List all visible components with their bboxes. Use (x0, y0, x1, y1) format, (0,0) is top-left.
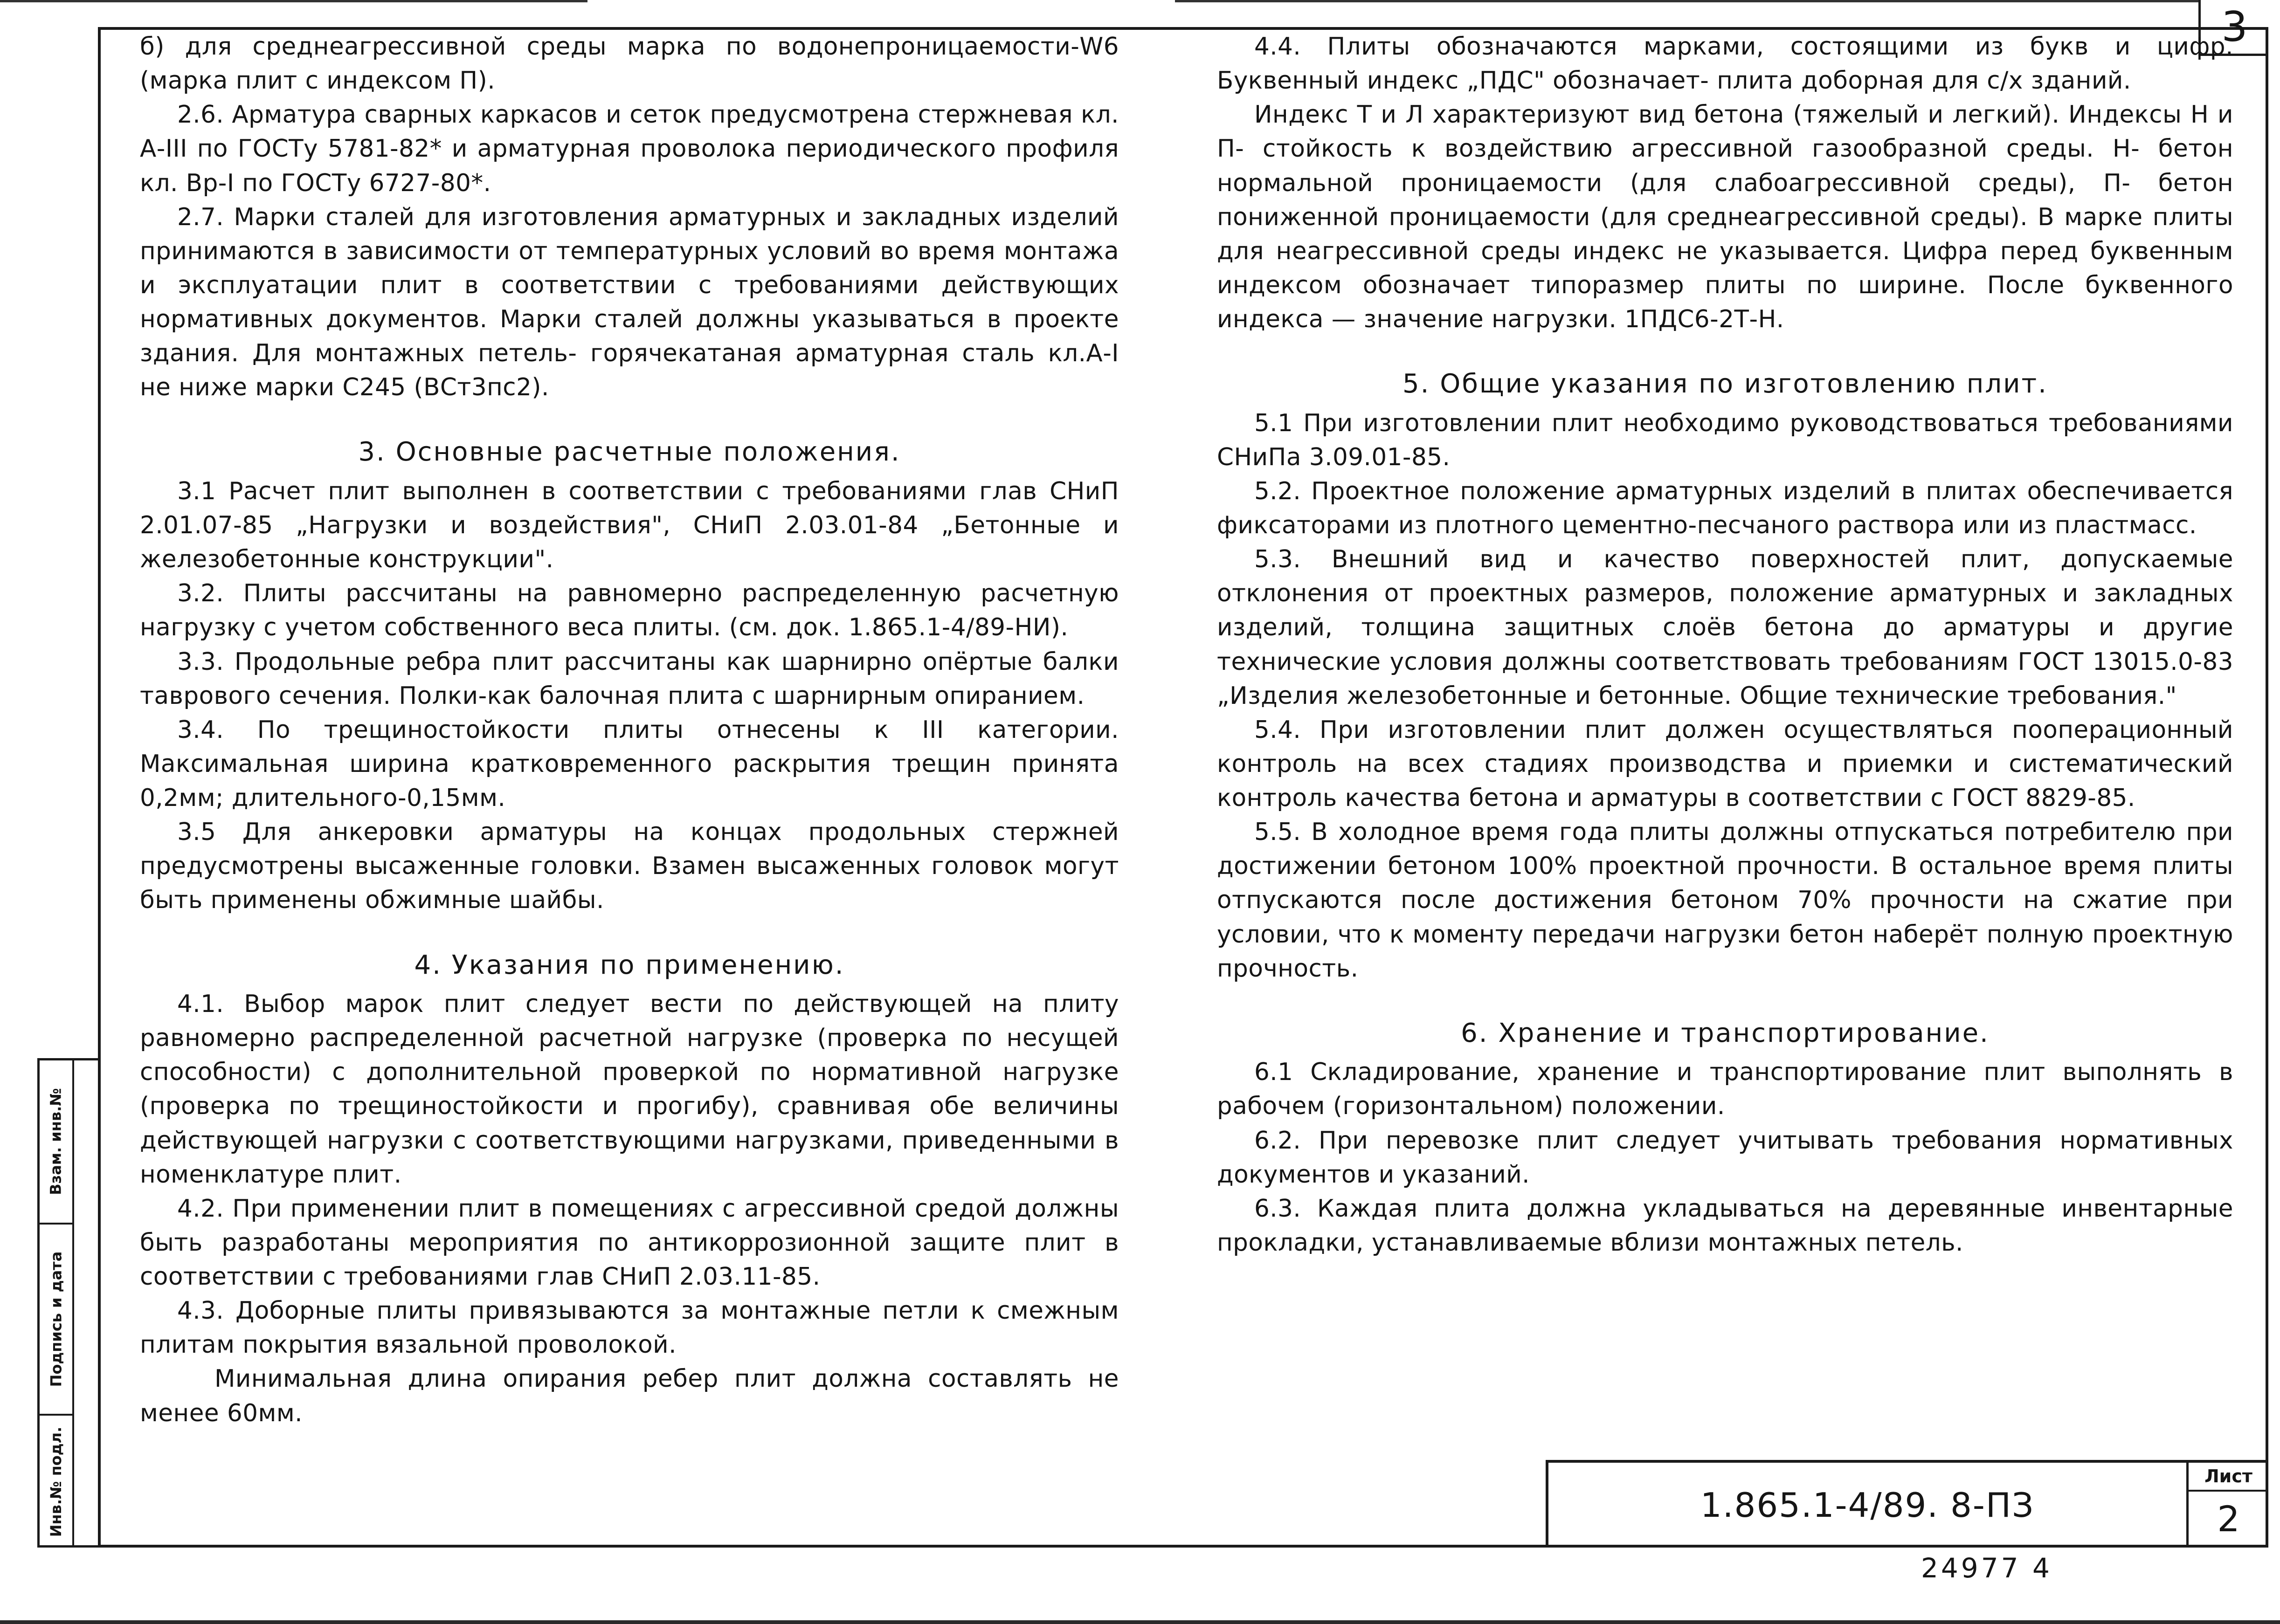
paragraph-4-3b: Минимальная длина опирания ребер плит должна составлять не менее 60мм. (140, 1365, 1119, 1427)
left-column (140, 30, 1119, 1431)
paragraph-4-1: 4.1. Выбор марок плит следует вести по действующей на плиту равномерно распределенной расчетной нагрузке (проверка по несущей способности) с дополнительной проверкой по нормативной нагрузке (проверка по трещиностойкости и прогибу), сравнивая обе величины действующей нагрузки с соответствующими нагрузками, приведенными в номенклатуре плит. (140, 990, 1119, 1189)
paragraph-4-2: 4.2. При применении плит в помещениях с агрессивной средой должны быть разработаны мероприятия по антикоррозионной защите плит в соответствии с требованиями глав СНиП 2.03.11-85. (140, 1194, 1119, 1291)
paragraph-6-1: 6.1 Складирование, хранение и транспортирование плит выполнять в рабочем (горизонтальном) положении. (1217, 1058, 2233, 1121)
paragraph-2-5b: б) для среднеагрессивной среды марка по водонепроницаемости-W6 (марка плит с индексом П). (140, 33, 1119, 95)
title-block (1546, 1460, 2268, 1548)
sheet-box (2186, 1463, 2268, 1548)
paragraph-5-2: 5.2. Проектное положение арматурных изделий в плитах обеспечивается фиксаторами из плотного цементно-песчаного раствора или из пластмасс. (1217, 477, 2233, 540)
paragraph-4-4: 4.4. Плиты обозначаются марками, состоящими из букв и цифр. Буквенный индекс „ПДС" обозначает- плита доборная для с/х зданий. (1217, 33, 2233, 95)
paragraph-6-2: 6.2. При перевозке плит следует учитывать требования нормативных документов и указаний. (1217, 1126, 2233, 1189)
paragraph-5-5: 5.5. В холодное время года плиты должны отпускаться потребителю при достижении бетоном 100% проектной прочности. В остальное время плиты отпускаются после достижения бетоном 70% прочности на сжатие при условии, что к моменту передачи нагрузки бетон наберёт полную проектную прочность. (1217, 818, 2233, 983)
paragraph-3-5: 3.5 Для анкеровки арматуры на концах продольных стержней предусмотрены высаженные головки. Взамен высаженных головок могут быть применены обжимные шайбы. (140, 818, 1119, 915)
paragraph-4-3: 4.3. Доборные плиты привязываются за монтажные петли к смежным плитам покрытия вязальной проволокой. (140, 1297, 1119, 1359)
paragraph-3-2: 3.2. Плиты рассчитаны на равномерно распределенную расчетную нагрузку с учетом собственного веса плиты. (см. док. 1.865.1-4/89-НИ). (140, 579, 1119, 642)
sheet-label: Лист (2189, 1463, 2268, 1492)
corner-number: 3 (2198, 0, 2268, 56)
side-stamp-podpis-data: Подпись и дата (40, 1225, 72, 1416)
side-stamp-vzam-inv: Взам. инв.№ (40, 1060, 72, 1225)
paragraph-2-6: 2.6. Арматура сварных каркасов и сеток предусмотрена стержневая кл. А-III по ГОСТу 5781-82* и арматурная проволока периодического профиля кл. Вр-I по ГОСТу 6727-80*. (140, 101, 1119, 197)
paragraph-2-7: 2.7. Марки сталей для изготовления арматурных и закладных изделий принимаются в зависимости от температурных условий во время монтажа и эксплуатации плит в соответствии с требованиями действующих нормативных документов. Марки сталей должны указываться в проекте здания. Для монтажных петель- горячекатаная арматурная сталь кл.А-I не ниже марки С245 (ВСт3пс2). (140, 203, 1119, 402)
paragraph-4-4b: Индекс Т и Л характеризуют вид бетона (тяжелый и легкий). Индексы Н и П- стойкость к воздействию агрессивной газообразной среды. Н- бетон нормальной проницаемости (для слабоагрессивной среды), П- бетон пониженной проницаемости (для среднеагрессивной среды). В марке плиты для неагрессивной среды индекс не указывается. Цифра перед буквенным индексом обозначает типоразмер плиты по ширине. После буквенного индекса — значение нагрузки. 1ПДС6-2Т-Н. (1217, 101, 2233, 333)
right-column (1217, 30, 2233, 1260)
paragraph-3-3: 3.3. Продольные ребра плит рассчитаны как шарнирно опёртые балки таврового сечения. Полки-как балочная плита с шарнирным опиранием. (140, 647, 1119, 710)
paragraph-5-1: 5.1 При изготовлении плит необходимо руководствоваться требованиями СНиПа 3.09.01-85. (1217, 409, 2233, 471)
sheet-number: 2 (2217, 1498, 2240, 1540)
paragraph-5-3: 5.3. Внешний вид и качество поверхностей плит, допускаемые отклонения от проектных размеров, положение арматурных и закладных изделий, толщина защитных слоёв бетона до арматуры и другие технические условия должны соответствовать требованиям ГОСТ 13015.0-83 „Изделия железобетонные и бетонные. Общие технические требования." (1217, 545, 2233, 710)
bottom-edge-line (0, 1620, 2280, 1624)
side-stamp (37, 1058, 101, 1548)
side-stamp-inv-podl: Инв.№ подл. (47, 1426, 65, 1537)
section-heading-6: 6. Хранение и транспортирование. (1461, 1018, 1990, 1048)
paragraph-5-4: 5.4. При изготовлении плит должен осуществляться пооперационный контроль на всех стадиях производства и приемки и систематический контроль качества бетона и арматуры в соответствии с ГОСТ 8829-85. (1217, 716, 2233, 812)
archive-number: 24977 4 (1921, 1552, 2052, 1584)
paragraph-3-1: 3.1 Расчет плит выполнен в соответствии с требованиями глав СНиП 2.01.07-85 „Нагрузки и воздействия", СНиП 2.03.01-84 „Бетонные и железобетонные конструкции". (140, 477, 1119, 574)
section-heading-3: 3. Основные расчетные положения. (358, 437, 901, 468)
paragraph-6-3: 6.3. Каждая плита должна укладываться на деревянные инвентарные прокладки, устанавливаемые вблизи монтажных петель. (1217, 1194, 2233, 1257)
top-edge-line (0, 0, 2280, 3)
paragraph-3-4: 3.4. По трещиностойкости плиты отнесены к III категории. Максимальная ширина кратковременного раскрытия трещин принята 0,2мм; длительного-0,15мм. (140, 716, 1119, 812)
section-heading-5: 5. Общие указания по изготовлению плит. (1403, 369, 2048, 399)
document-code: 1.865.1-4/89. 8-ПЗ (1700, 1486, 2035, 1525)
section-heading-4: 4. Указания по применению. (414, 950, 845, 980)
